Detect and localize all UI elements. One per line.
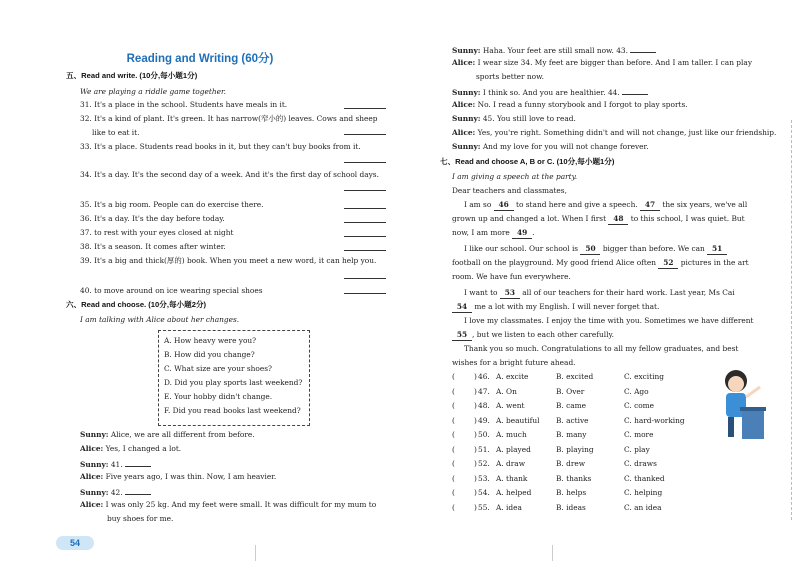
answer-bracket-close: ) bbox=[474, 430, 477, 439]
dialog-line bbox=[80, 472, 276, 482]
dialog-text: Yes, you're right. Something didn't and will not change, just like our friendship. bbox=[477, 128, 777, 137]
dialog-text: Yes, I changed a lot. bbox=[105, 444, 182, 453]
dialog-text: Alice, we are all different from before. bbox=[110, 430, 255, 439]
dialog-line bbox=[80, 430, 255, 440]
choice-a[interactable]: A. excite bbox=[496, 372, 529, 381]
question-38: 38. It's a season. It comes after winter. bbox=[80, 242, 226, 251]
choice-c[interactable]: C. helping bbox=[624, 488, 663, 497]
speaker: Sunny: bbox=[452, 142, 481, 151]
salutation: Dear teachers and classmates, bbox=[452, 186, 567, 195]
question-33: 33. It's a place. Students read books in it, but they can't buy books from it. bbox=[80, 142, 361, 151]
section7-heading: 七、Read and choose A, B or C. (10分,每小题1分) bbox=[440, 157, 615, 166]
option-c: C. What size are your shoes? bbox=[164, 364, 273, 373]
passage-line: now, I am more 49 . bbox=[452, 228, 535, 237]
dialog-line bbox=[452, 142, 649, 152]
choice-b[interactable]: B. excited bbox=[556, 372, 594, 381]
choice-b[interactable]: B. thanks bbox=[556, 473, 592, 483]
answer-bracket[interactable]: ( bbox=[452, 415, 455, 425]
choice-a[interactable]: A. beautiful bbox=[496, 415, 540, 425]
question-31: 31. It's a place in the school. Students have meals in it. bbox=[80, 100, 288, 109]
answer-bracket-close: ) bbox=[474, 372, 477, 381]
speaker: Sunny: bbox=[80, 488, 109, 497]
question-35: 35. It's a big room. People can do exercise there. bbox=[80, 200, 264, 209]
speaker: Alice: bbox=[452, 128, 476, 137]
choice-c[interactable]: C. an idea bbox=[624, 502, 662, 512]
student-illustration bbox=[712, 365, 774, 443]
choice-b[interactable]: B. playing bbox=[556, 444, 594, 454]
choice-a[interactable]: A. played bbox=[496, 444, 531, 454]
question-39: 39. It's a big and thick(厚的) book. When you meet a new word, it can help you. bbox=[80, 256, 377, 265]
option-f: F. Did you read books last weekend? bbox=[164, 406, 301, 415]
podium bbox=[742, 409, 764, 439]
option-a: A. How heavy were you? bbox=[164, 336, 257, 345]
choice-number: 49. bbox=[478, 415, 490, 425]
passage-line: 55 , but we listen to each other carefully. bbox=[452, 330, 614, 341]
choice-a[interactable]: A. much bbox=[496, 430, 527, 439]
answer-line-34[interactable] bbox=[344, 190, 386, 191]
choice-a[interactable]: A. idea bbox=[496, 502, 522, 512]
gap-47[interactable]: 47 bbox=[640, 200, 660, 211]
option-d: D. Did you play sports last weekend? bbox=[164, 378, 303, 387]
gap-52[interactable]: 52 bbox=[658, 258, 678, 269]
dialog-text: I wear size 34. My feet are bigger than before. And I am taller. I can play bbox=[477, 58, 752, 67]
choice-a[interactable]: A. went bbox=[496, 401, 525, 410]
choice-number: 51. bbox=[478, 444, 490, 454]
choice-b[interactable]: B. drew bbox=[556, 459, 586, 468]
answer-line-38[interactable] bbox=[344, 250, 386, 251]
binding-line bbox=[791, 120, 792, 520]
passage-line: room. We have fun everywhere. bbox=[452, 272, 571, 281]
choice-a[interactable]: A. draw bbox=[496, 459, 526, 468]
choice-c[interactable]: C. play bbox=[624, 444, 650, 454]
choice-b[interactable]: B. Over bbox=[556, 386, 585, 396]
speaker: Alice: bbox=[80, 472, 104, 481]
dialog-line bbox=[452, 128, 776, 138]
gap-55[interactable]: 55 bbox=[452, 330, 472, 341]
answer-bracket-close: ) bbox=[474, 415, 477, 425]
answer-blank-44[interactable] bbox=[622, 86, 648, 95]
dialog-line bbox=[452, 86, 648, 98]
answer-bracket-close: ) bbox=[474, 459, 477, 468]
answer-line-40[interactable] bbox=[344, 293, 386, 294]
answer-blank-43[interactable] bbox=[630, 44, 656, 53]
choice-number: 53. bbox=[478, 473, 490, 483]
speaker: Sunny: bbox=[452, 88, 481, 97]
choice-c[interactable]: C. hard-working bbox=[624, 415, 685, 425]
answer-line-36[interactable] bbox=[344, 222, 386, 223]
dialog-text: No. I read a funny storybook and I forgot to play sports. bbox=[477, 100, 688, 109]
gap-53[interactable]: 53 bbox=[500, 288, 520, 299]
choice-b[interactable]: B. many bbox=[556, 430, 587, 439]
leg bbox=[728, 417, 734, 437]
speaker: Sunny: bbox=[452, 46, 481, 55]
answer-line-32[interactable] bbox=[344, 134, 386, 135]
answer-bracket[interactable]: ( bbox=[452, 488, 455, 497]
dialog-line bbox=[80, 486, 151, 498]
answer-line-31[interactable] bbox=[344, 108, 386, 109]
gap-54[interactable]: 54 bbox=[452, 302, 472, 313]
podium-top bbox=[740, 407, 766, 411]
choice-c[interactable]: C. Ago bbox=[624, 386, 649, 396]
question-34: 34. It's a day. It's the second day of a week. And it's the first day of school days. bbox=[80, 170, 379, 179]
answer-line-35[interactable] bbox=[344, 208, 386, 209]
speaker: Sunny: bbox=[452, 114, 481, 123]
answer-bracket[interactable]: ( bbox=[452, 473, 455, 483]
page-title: Reading and Writing (60分) bbox=[126, 53, 274, 65]
passage-line: I like our school. Our school is 50 bigger than before. We can 51 bbox=[464, 244, 727, 255]
section5-heading: 五、Read and write. (10分,每小题1分) bbox=[66, 71, 198, 80]
question-36: 36. It's a day. It's the day before today. bbox=[80, 214, 225, 223]
choice-b[interactable]: B. helps bbox=[556, 488, 587, 497]
answer-bracket[interactable]: ( bbox=[452, 502, 455, 512]
question-32: 32. It's a kind of plant. It's green. It has narrow(窄小的) leaves. Cows and sheep bbox=[80, 114, 378, 123]
answer-blank-41[interactable] bbox=[125, 458, 151, 467]
choice-number: 54. bbox=[478, 488, 490, 497]
dialog-line-cont: sports better now. bbox=[476, 72, 544, 81]
dialog-text: 41. bbox=[110, 460, 123, 469]
choice-a[interactable]: A. On bbox=[496, 386, 517, 396]
page-number: 54 bbox=[56, 536, 94, 550]
gap-50[interactable]: 50 bbox=[580, 244, 600, 255]
dialog-text: 42. bbox=[110, 488, 123, 497]
arm bbox=[746, 387, 760, 397]
answer-bracket[interactable]: ( bbox=[452, 459, 455, 468]
fold-mark bbox=[255, 545, 256, 561]
passage-line: I love my classmates. I enjoy the time with you. Sometimes we have different bbox=[464, 316, 754, 325]
answer-line-39[interactable] bbox=[344, 278, 386, 279]
choice-b[interactable]: B. ideas bbox=[556, 502, 586, 512]
dialog-line bbox=[452, 114, 576, 124]
choice-b[interactable]: B. active bbox=[556, 415, 589, 425]
passage-line: Thank you so much. Congratulations to all my fellow graduates, and best bbox=[464, 344, 739, 353]
choice-a[interactable]: A. thank bbox=[496, 473, 528, 483]
answer-bracket-close: ) bbox=[474, 502, 477, 512]
answer-bracket-close: ) bbox=[474, 488, 477, 497]
answer-bracket-close: ) bbox=[474, 444, 477, 454]
option-e: E. Your hobby didn't change. bbox=[164, 392, 273, 401]
speaker: Alice: bbox=[452, 58, 476, 67]
answer-bracket[interactable]: ( bbox=[452, 444, 455, 454]
section7-intro: I am giving a speech at the party. bbox=[452, 172, 578, 181]
section6-intro: I am talking with Alice about her changes. bbox=[80, 315, 240, 324]
choice-number: 52. bbox=[478, 459, 490, 468]
speaker: Alice: bbox=[80, 444, 104, 453]
speaker: Sunny: bbox=[80, 430, 109, 439]
dialog-line bbox=[452, 44, 656, 56]
right-page bbox=[400, 0, 800, 565]
choice-c[interactable]: C. come bbox=[624, 401, 655, 410]
dialog-text: Five years ago, I was thin. Now, I am heavier. bbox=[105, 472, 277, 481]
section6-heading: 六、Read and choose. (10分,每小题2分) bbox=[66, 300, 207, 309]
dialog-line bbox=[452, 100, 688, 110]
passage-line: football on the playground. My good friend Alice often 52 pictures in the art bbox=[452, 258, 749, 267]
answer-bracket-close: ) bbox=[474, 473, 477, 483]
choice-c[interactable]: C. thanked bbox=[624, 473, 665, 483]
choice-number: 47. bbox=[478, 386, 490, 396]
passage-line: wishes for a bright future ahead. bbox=[452, 358, 576, 367]
answer-bracket[interactable]: ( bbox=[452, 372, 455, 381]
dialog-line bbox=[80, 444, 181, 454]
gap-48[interactable]: 48 bbox=[608, 214, 628, 225]
fold-mark bbox=[552, 545, 553, 561]
dialog-line bbox=[452, 58, 752, 68]
answer-bracket-close: ) bbox=[474, 401, 477, 410]
passage-line: I want to 53 all of our teachers for their hard work. Last year, Ms Cai bbox=[464, 288, 735, 297]
dialog-text: And my love for you will not change forever. bbox=[482, 142, 649, 151]
dialog-text: 45. You still love to read. bbox=[482, 114, 576, 123]
speaker: Alice: bbox=[80, 500, 104, 509]
gap-49[interactable]: 49 bbox=[512, 228, 532, 239]
question-32-cont: like to eat it. bbox=[92, 128, 140, 137]
gap-51[interactable]: 51 bbox=[707, 244, 727, 255]
choice-c[interactable]: C. more bbox=[624, 430, 654, 439]
dialog-line bbox=[80, 458, 151, 470]
option-b: B. How did you change? bbox=[164, 350, 255, 359]
choice-c[interactable]: C. exciting bbox=[624, 372, 664, 381]
answer-line-33[interactable] bbox=[344, 162, 386, 163]
choice-b[interactable]: B. came bbox=[556, 401, 587, 410]
choice-number: 46. bbox=[478, 372, 490, 381]
answer-bracket[interactable]: ( bbox=[452, 386, 455, 396]
gap-46[interactable]: 46 bbox=[494, 200, 514, 211]
dialog-text: I think so. And you are healthier. 44. bbox=[482, 88, 620, 97]
speaker: Sunny: bbox=[80, 460, 109, 469]
dialog-text: Haha. Your feet are still small now. 43. bbox=[482, 46, 628, 55]
choice-a[interactable]: A. helped bbox=[496, 488, 532, 497]
dialog-line bbox=[80, 500, 376, 510]
dialog-text: I was only 25 kg. And my feet were small. It was difficult for my mum to bbox=[105, 500, 377, 509]
section5-intro: We are playing a riddle game together. bbox=[80, 87, 227, 96]
passage-line: I am so 46 to stand here and give a speech. 47 the six years, we've all bbox=[464, 200, 748, 209]
face bbox=[728, 376, 744, 392]
answer-line-37[interactable] bbox=[344, 236, 386, 237]
dialog-line-cont: buy shoes for me. bbox=[107, 514, 174, 523]
speaker: Alice: bbox=[452, 100, 476, 109]
answer-bracket[interactable]: ( bbox=[452, 401, 455, 410]
answer-bracket[interactable]: ( bbox=[452, 430, 455, 439]
answer-bracket-close: ) bbox=[474, 386, 477, 396]
passage-line: grown up and changed a lot. When I first 48 to this school, I was quiet. But bbox=[452, 214, 745, 223]
choice-number: 55. bbox=[478, 502, 490, 512]
choice-c[interactable]: C. draws bbox=[624, 459, 657, 468]
question-37: 37. to rest with your eyes closed at night bbox=[80, 228, 234, 237]
choice-number: 50. bbox=[478, 430, 490, 439]
choice-number: 48. bbox=[478, 401, 490, 410]
passage-line: 54 me a lot with my English. I will never forget that. bbox=[452, 302, 659, 313]
question-40: 40. to move around on ice wearing special shoes bbox=[80, 286, 263, 295]
answer-blank-42[interactable] bbox=[125, 486, 151, 495]
